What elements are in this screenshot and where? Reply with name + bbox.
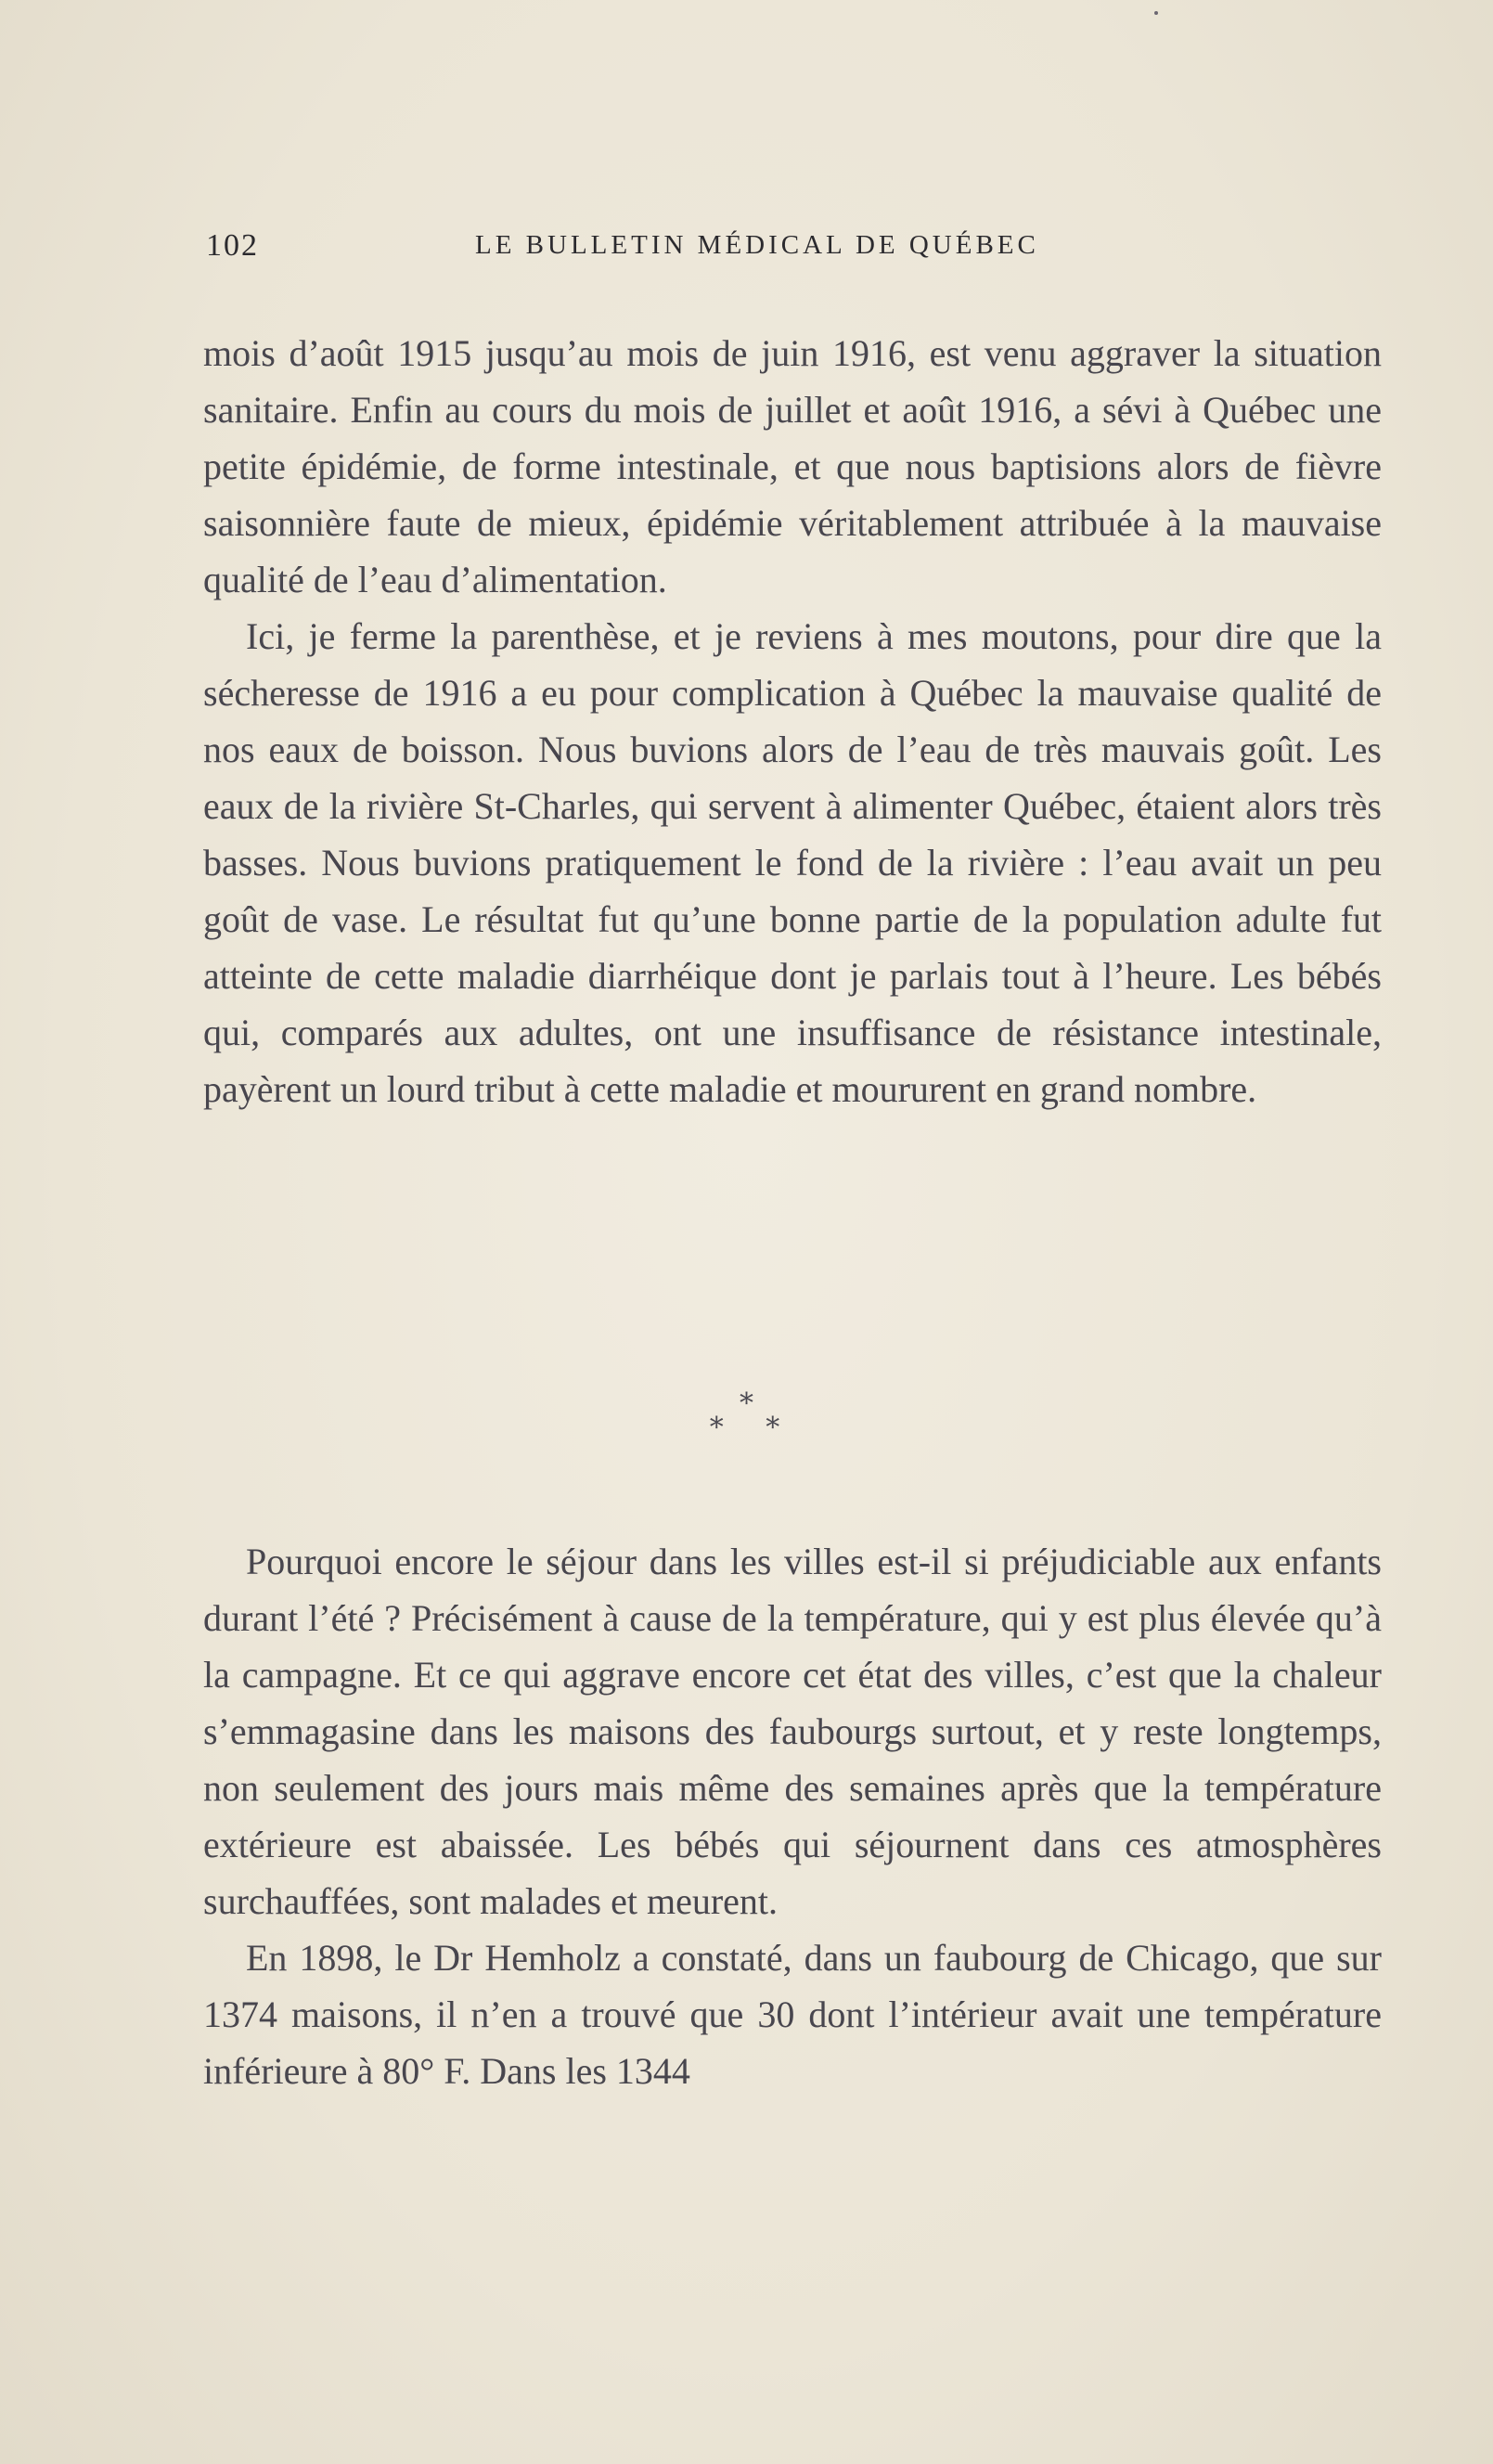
asterism-top: *: [740, 1387, 753, 1420]
section-separator-asterism: [0, 1387, 1493, 1444]
text-block-1: [203, 325, 1382, 1117]
paragraph: mois d’août 1915 jusqu’au mois de juin 1916, est venu aggraver la situation sanitaire. Enfin au cours du mois de juillet et août 1916, a sévi à Québec une petite épidémie, de forme intestinale, et que nous baptisions alors de fièvre saisonnière faute de mieux, épidémie véritablement attribuée à la mauvaise qualité de l’eau d’alimentation.: [203, 332, 1382, 600]
paragraph: En 1898, le Dr Hemholz a constaté, dans un faubourg de Chicago, que sur 1374 maisons, il n’en a trouvé que 30 dont l’intérieur avait une température inférieure à 80° F. Dans les 1344: [203, 1937, 1382, 2092]
running-head: LE BULLETIN MÉDICAL DE QUÉBEC: [475, 230, 1039, 260]
paragraph: Pourquoi encore le séjour dans les villes est-il si préjudiciable aux enfants durant l’été ? Précisément à cause de la température, qui y est plus élevée qu’à la campagne. Et ce qui aggrave encore cet état des villes, c’est que la chaleur s’emmagasine dans les maisons des faubourgs surtout, et y reste longtemps, non seulement des jours mais même des semaines après que la température extérieure est abaissée. Les bébés qui séjournent dans ces atmosphères surchauffées, sont malades et meurent.: [203, 1541, 1382, 1922]
asterism-bottom: * *: [709, 1412, 797, 1444]
paragraph: Ici, je ferme la parenthèse, et je reviens à mes moutons, pour dire que la sécheresse de 1916 a eu pour complication à Québec la mauvaise qualité de nos eaux de boisson. Nous buvions alors de l’eau de très mauvais goût. Les eaux de la rivière St-Charles, qui servent à alimenter Québec, étaient alors très basses. Nous buvions pratiquement le fond de la rivière : l’eau avait un peu goût de vase. Le résultat fut qu’une bonne partie de la population adulte fut atteinte de cette maladie diarrhéique dont je parlais tout à l’heure. Les bébés qui, comparés aux adultes, ont une insuffisance de résistance intestinale, payèrent un lourd tribut à cette maladie et moururent en grand nombre.: [203, 615, 1382, 1110]
page-header: [206, 228, 1292, 265]
text-block-2: [203, 1533, 1382, 2099]
page-speck: [1154, 11, 1158, 15]
page-number: 102: [206, 228, 259, 263]
